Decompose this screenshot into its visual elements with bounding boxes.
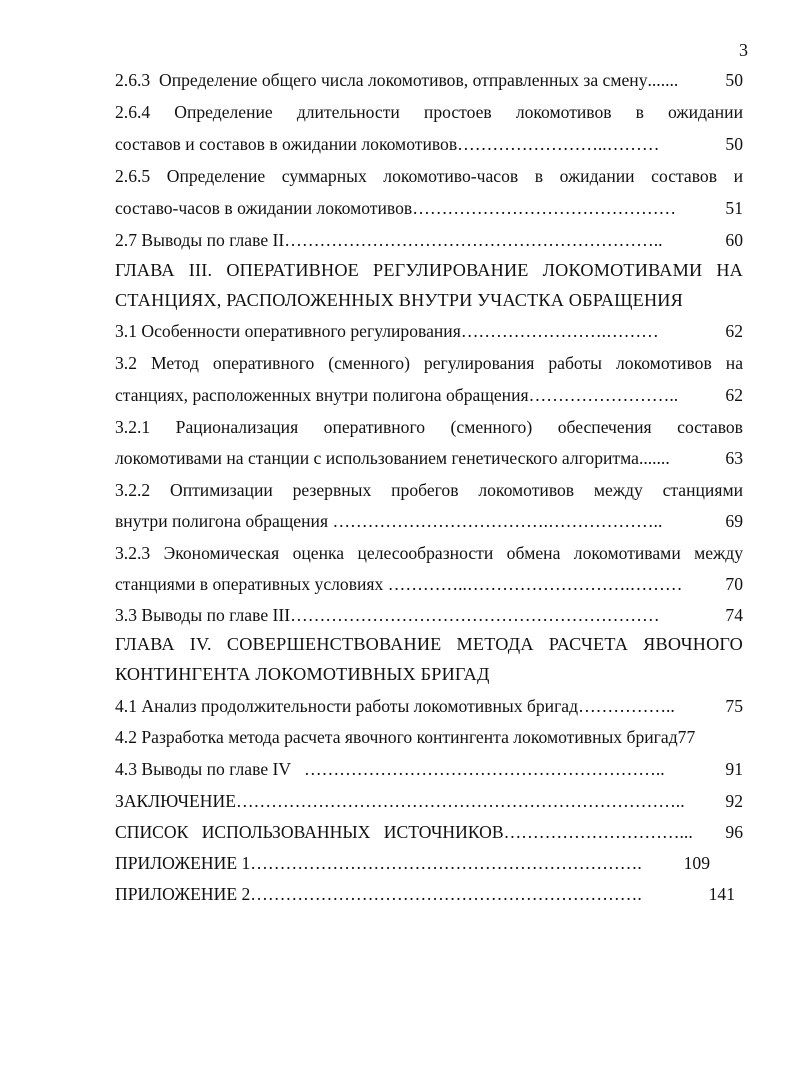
toc-entry-title: станциях, расположенных внутри полигона обращения (115, 385, 529, 405)
toc-entry-2-7[interactable] (115, 228, 743, 252)
toc-entry-title: 2.6.3 Определение общего числа локомотивов, отправленных за смену (115, 70, 648, 90)
toc-leader-dots: ……………………..……… (457, 134, 660, 154)
toc-leader-dots: …………………….……… (460, 321, 659, 341)
toc-entry-title: ЗАКЛЮЧЕНИЕ (115, 791, 236, 811)
toc-entry-title: ПРИЛОЖЕНИЕ 2 (115, 884, 251, 904)
toc-page-number: 60 (725, 230, 743, 250)
toc-leader-dots: …………………………... (503, 822, 693, 842)
toc-entry-references[interactable] (115, 820, 743, 844)
toc-page-number: 74 (725, 605, 743, 625)
toc-page-number: 62 (725, 321, 743, 341)
toc-page-number: 96 (725, 822, 743, 842)
toc-entry-conclusion[interactable] (115, 789, 743, 813)
toc-entry-3-2-line1[interactable]: 3.2 Метод оперативного (сменного) регулирования работы локомотивов на (115, 353, 743, 373)
toc-leader-dots: ....... (638, 448, 670, 468)
toc-entry-3-3[interactable] (115, 603, 743, 627)
toc-leader-dots: ……………………………………………………….. (284, 230, 663, 250)
toc-chapter-3-line1[interactable]: ГЛАВА III. ОПЕРАТИВНОЕ РЕГУЛИРОВАНИЕ ЛОКОМОТИВАМИ НА (115, 260, 743, 280)
toc-entry-3-2-2-line2[interactable] (115, 509, 743, 533)
toc-leader-dots: ……………………………………… (412, 198, 677, 218)
toc-entry-2-6-4-line1[interactable]: 2.6.4 Определение длительности простоев локомотивов в ожидании (115, 102, 743, 122)
toc-chapter-4-line1[interactable]: ГЛАВА IV. СОВЕРШЕНСТВОВАНИЕ МЕТОДА РАСЧЕТА ЯВОЧНОГО (115, 634, 743, 654)
toc-entry-title: 3.1 Особенности оперативного регулирования (115, 321, 461, 341)
toc-page-number: 62 (725, 385, 743, 405)
toc-entry-4-3[interactable] (115, 757, 743, 781)
toc-leader-dots: …………………………………………………………. (250, 884, 642, 904)
toc-entry-3-2-2-line1[interactable]: 3.2.2 Оптимизации резервных пробегов локомотивов между станциями (115, 480, 743, 500)
toc-leader-dots: ....... (647, 70, 679, 90)
toc-leader-dots: …………………………………………………………. (250, 853, 642, 873)
page-number: 3 (739, 40, 748, 60)
toc-chapter-4-line2[interactable]: КОНТИНГЕНТА ЛОКОМОТИВНЫХ БРИГАД (115, 664, 490, 684)
toc-page-number: 141 (708, 884, 735, 904)
toc-entry-title: локомотивами на станции с использованием генетического алгоритма (115, 448, 639, 468)
toc-entry-appendix-1[interactable] (115, 851, 710, 875)
toc-entry-title: 4.1 Анализ продолжительности работы локомотивных бригад (115, 696, 579, 716)
toc-leader-dots: …………………………………………………….. (303, 759, 665, 779)
toc-entry-3-2-3-line1[interactable]: 3.2.3 Экономическая оценка целесообразности обмена локомотивами между (115, 543, 743, 563)
toc-leader-dots: ……………………………………………………… (290, 605, 660, 625)
toc-leader-dots: …………………….. (528, 385, 679, 405)
toc-entry-title: 2.7 Выводы по главе II (115, 230, 285, 250)
toc-entry-2-6-4-line2[interactable] (115, 132, 743, 156)
toc-page-number: 70 (725, 574, 743, 594)
toc-page-number: 50 (725, 134, 743, 154)
toc-entry-4-1[interactable] (115, 694, 743, 718)
toc-page-number: 75 (725, 696, 743, 716)
toc-page-number: 109 (683, 853, 710, 873)
toc-page-number: 91 (725, 759, 743, 779)
toc-page-number: 50 (725, 70, 743, 90)
toc-entry-2-6-5-line1[interactable]: 2.6.5 Определение суммарных локомотиво-часов в ожидании составов и (115, 166, 743, 186)
toc-chapter-3-line2[interactable]: СТАНЦИЯХ, РАСПОЛОЖЕННЫХ ВНУТРИ УЧАСТКА ОБРАЩЕНИЯ (115, 290, 683, 310)
toc-page-number: 63 (725, 448, 743, 468)
toc-entry-2-6-5-line2[interactable] (115, 196, 743, 220)
toc-entry-3-2-3-line2[interactable] (115, 572, 743, 596)
toc-entry-4-2[interactable]: 4.2 Разработка метода расчета явочного контингента локомотивных бригад77 (115, 727, 696, 747)
toc-page-number: 51 (725, 198, 743, 218)
toc-entry-2-6-3[interactable] (115, 68, 743, 92)
toc-entry-3-1[interactable] (115, 319, 743, 343)
toc-page-number: 69 (725, 511, 743, 531)
toc-entry-3-2-1-line2[interactable] (115, 446, 743, 470)
toc-leader-dots: ………………………………………………………………….. (235, 791, 685, 811)
toc-entry-title: внутри полигона обращения (115, 511, 333, 531)
toc-leader-dots: ……………………………….……………….. (332, 511, 663, 531)
toc-entry-title: 4.3 Выводы по главе IV (115, 759, 304, 779)
toc-entry-title: станциями в оперативных условиях (115, 574, 388, 594)
toc-entry-appendix-2[interactable] (115, 882, 735, 906)
toc-entry-title: 3.3 Выводы по главе III (115, 605, 291, 625)
toc-entry-3-2-line2[interactable] (115, 383, 743, 407)
toc-entry-title: составо-часов в ожидании локомотивов (115, 198, 413, 218)
toc-leader-dots: …………..……………………….……… (387, 574, 683, 594)
toc-entry-3-2-1-line1[interactable]: 3.2.1 Рационализация оперативного (сменного) обеспечения составов (115, 417, 743, 437)
toc-entry-title: СПИСОК ИСПОЛЬЗОВАННЫХ ИСТОЧНИКОВ (115, 822, 504, 842)
toc-entry-title: составов и составов в ожидании локомотивов (115, 134, 458, 154)
toc-page-number: 92 (725, 791, 743, 811)
toc-leader-dots: …………….. (578, 696, 675, 716)
toc-entry-title: ПРИЛОЖЕНИЕ 1 (115, 853, 251, 873)
